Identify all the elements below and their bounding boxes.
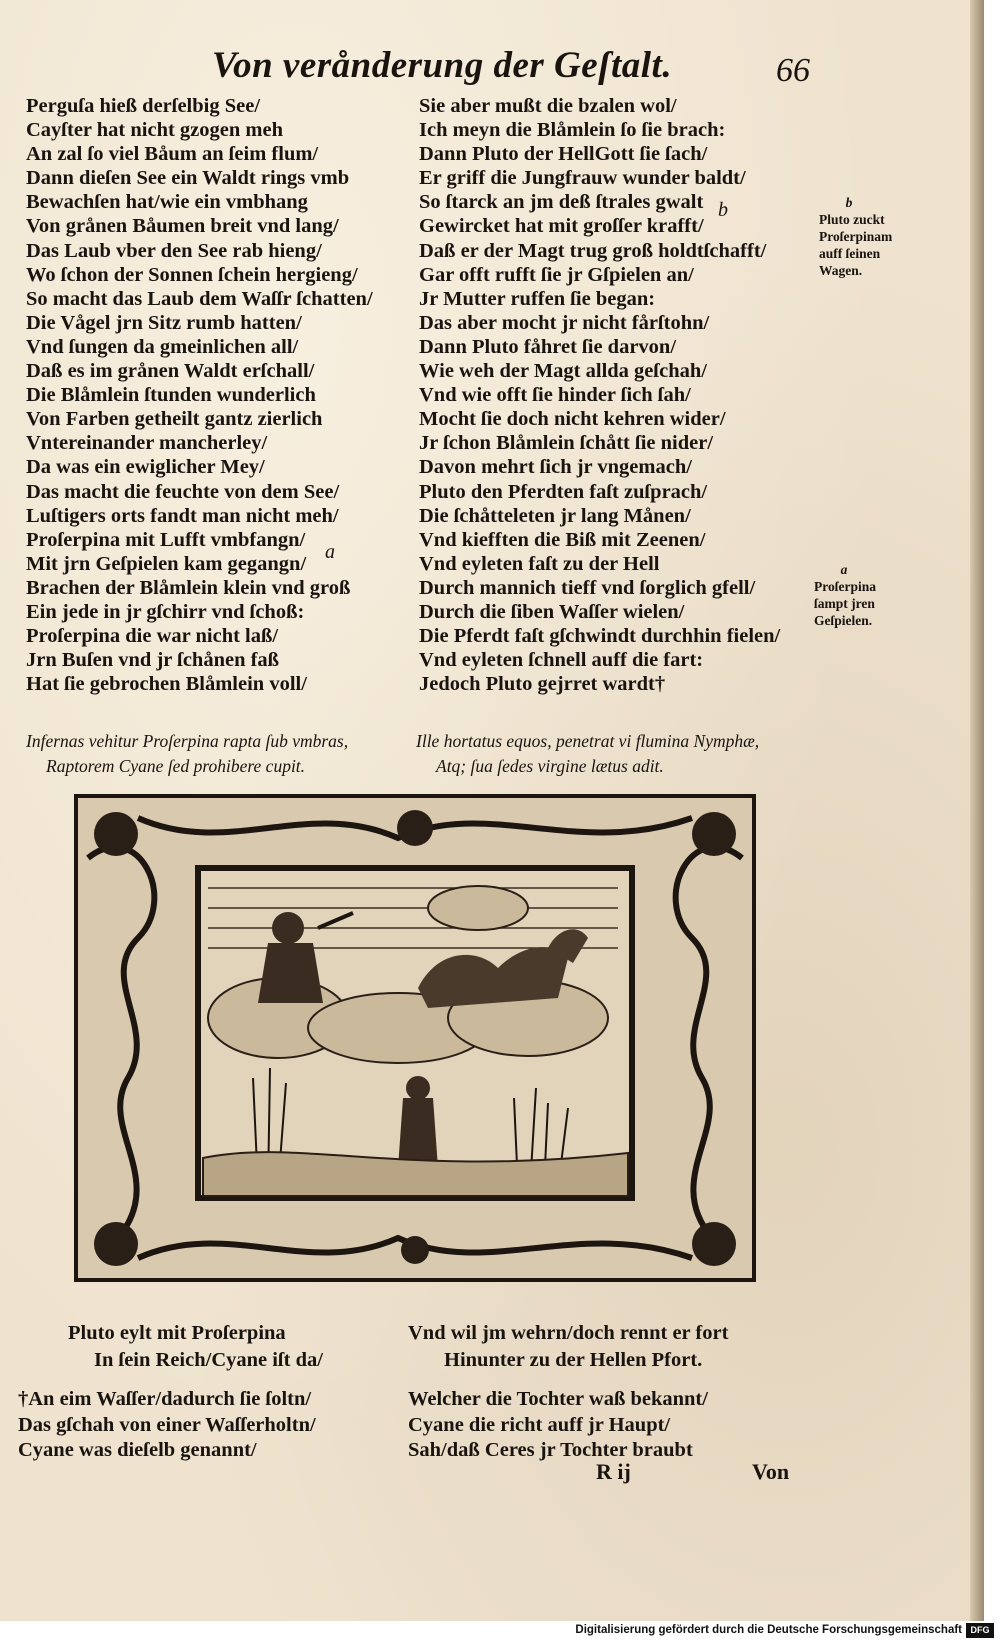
verse-line: Die ſchåtteleten jr lang Månen/ <box>419 504 691 527</box>
latin-line: Ille hortatus equos, penetrat vi flumina Nymphæ, <box>416 731 760 751</box>
woodcut-caption-left <box>68 1320 323 1374</box>
verse-line: Mocht ſie doch nicht kehren wider/ <box>419 408 726 431</box>
left-verse-column <box>26 94 373 696</box>
verse-line: Davon mehrt ſich jr vngemach/ <box>419 456 692 479</box>
caption-line: In ſein Reich/Cyane iſt da/ <box>94 1349 323 1371</box>
marginal-note-line: Pluto zuckt <box>819 212 885 227</box>
verse-line: Vnd wie offt ſie hinder ſich ſah/ <box>419 384 691 407</box>
marginal-note-line: auff ſeinen <box>819 246 881 261</box>
verse-line: Die Blåmlein ſtunden wunderlich <box>26 384 316 407</box>
folio-number: 66 <box>776 52 810 89</box>
marginal-note-line: Proſerpina <box>814 579 876 594</box>
verse-line: Cyane was dieſelb genannt/ <box>18 1439 257 1461</box>
verse-line: Gar offt rufft ſie jr Gſpielen an/ <box>419 263 694 286</box>
latin-epigram-left <box>26 729 348 779</box>
verse-line: Cyane die richt auff jr Haupt/ <box>408 1413 671 1436</box>
marginal-note-line: Wagen. <box>819 263 863 278</box>
note-marker-b: b <box>718 199 728 221</box>
marginal-note-line: Proſerpinam <box>819 229 893 244</box>
verse-line: Durch mannich tieff vnd ſorglich gfell/ <box>419 576 756 599</box>
verse-line: Vntereinander mancherley/ <box>26 432 268 455</box>
verse-line: Bewachſen hat/wie ein vmbhang <box>26 191 308 214</box>
verse-line: Sah/daß Ceres jr Tochter braubt <box>408 1439 693 1461</box>
verse-line: Vnd eyleten faſt zu der Hell <box>419 552 660 575</box>
verse-line: Da was ein ewiglicher Mey/ <box>26 456 265 479</box>
verse-line: Mit jrn Geſpielen kam gegangn/ <box>26 552 307 575</box>
verse-line: Das macht die feuchte von dem See/ <box>26 480 340 503</box>
verse-line: †An eim Waſſer/dadurch ſie ſoltn/ <box>18 1388 312 1410</box>
verse-line: Sie aber mußt die bzalen wol/ <box>419 95 677 117</box>
verse-line: Durch die ſiben Waſſer wielen/ <box>419 600 685 623</box>
caption-line: Vnd wil jm wehrn/doch rennt er fort <box>408 1322 729 1344</box>
running-head: Von verånderung der Geſtalt. <box>212 45 673 86</box>
bottom-verse-right <box>408 1387 708 1464</box>
marginal-note-a <box>814 561 876 629</box>
verse-line: Die Vågel jrn Sitz rumb hatten/ <box>26 311 302 334</box>
page-edge-shadow <box>970 0 984 1641</box>
verse-line: Vnd kiefften die Biß mit Zeenen/ <box>419 528 706 551</box>
verse-line: Daß es im grånen Waldt erſchall/ <box>26 360 315 383</box>
verse-line: Die Pferdt faſt gſchwindt durchhin fielen/ <box>419 625 781 648</box>
verse-line: Proſerpina mit Lufft vmbfangn/ <box>26 528 306 551</box>
marginal-note-mark: a <box>840 562 848 577</box>
verse-line: Perguſa hieß derſelbig See/ <box>26 95 261 117</box>
verse-line: Vnd eyleten ſchnell auff die fart: <box>419 649 704 672</box>
verse-line: Ich meyn die Blåmlein ſo ſie brach: <box>419 119 726 142</box>
verse-line: Hat ſie gebrochen Blåmlein voll/ <box>26 673 307 696</box>
verse-line: Jedoch Pluto gejrret wardt† <box>419 673 666 696</box>
verse-line: Wie weh der Magt allda geſchah/ <box>419 360 707 383</box>
funding-notice: Digitalisierung gefördert durch die Deutsche Forschungsgemeinschaft <box>575 1624 962 1636</box>
verse-line: Von grånen Båumen breit vnd lang/ <box>26 215 339 238</box>
verse-line: Das Laub vber den See rab hieng/ <box>26 239 322 262</box>
latin-line: Infernas vehitur Proſerpina rapta ſub vmbras, <box>26 731 349 751</box>
verse-line: Luſtigers orts fandt man nicht meh/ <box>26 504 339 527</box>
latin-line: Raptorem Cyane ſed prohibere cupit. <box>46 756 306 776</box>
woodcut-drawing <box>78 798 752 1278</box>
catchword: Von <box>752 1459 790 1484</box>
verse-line: Ein jede in jr gſchirr vnd ſchoß: <box>26 600 305 623</box>
caption-line: Pluto eylt mit Proſerpina <box>68 1322 286 1344</box>
verse-line: Das gſchah von einer Waſſerholtn/ <box>18 1413 316 1436</box>
verse-line: So ſtarck an jm deß ſtrales gwalt <box>419 191 704 214</box>
scan-margin <box>984 0 1000 1641</box>
verse-line: Brachen der Blåmlein klein vnd groß <box>26 576 351 599</box>
verse-line: Das aber mocht jr nicht fårſtohn/ <box>419 311 710 334</box>
signature-mark: R ij <box>596 1459 631 1484</box>
right-verse-column <box>419 94 780 696</box>
verse-line: Vnd ſungen da gmeinlichen all/ <box>26 335 299 358</box>
verse-line: Dann Pluto fåhret ſie darvon/ <box>419 335 677 358</box>
caption-line: Hinunter zu der Hellen Pfort. <box>444 1349 703 1371</box>
marginal-note-mark: b <box>845 195 853 210</box>
verse-line: So macht das Laub dem Waſſr ſchatten/ <box>26 287 373 310</box>
verse-line: Dann Pluto der HellGott ſie ſach/ <box>419 143 708 166</box>
marginal-note-line: ſampt jren <box>814 596 875 611</box>
latin-line: Atq; ſua ſedes virgine lætus adit. <box>436 756 664 776</box>
verse-line: Von Farben getheilt gantz zierlich <box>26 408 323 431</box>
verse-line: Cayſter hat nicht gzogen meh <box>26 119 283 142</box>
marginal-note-b <box>819 194 892 279</box>
verse-line: Pluto den Pferdten faſt zuſprach/ <box>419 480 708 503</box>
verse-line: Gewircket hat mit groſſer krafft/ <box>419 215 704 238</box>
verse-line: Jr ſchon Blåmlein ſchått ſie nider/ <box>419 432 714 455</box>
verse-line: An zal ſo viel Båum an ſeim flum/ <box>26 143 319 166</box>
woodcut-illustration <box>74 794 756 1282</box>
verse-line: Welcher die Tochter waß bekannt/ <box>408 1388 708 1410</box>
note-marker-a: a <box>325 541 335 563</box>
verse-line: Dann dieſen See ein Waldt rings vmb <box>26 167 350 190</box>
verse-line: Jrn Buſen vnd jr ſchånen faß <box>26 649 280 672</box>
woodcut-caption-right <box>408 1320 728 1374</box>
verse-line: Daß er der Magt trug groß holdtſchafft/ <box>419 239 767 262</box>
marginal-note-line: Geſpielen. <box>814 613 873 628</box>
verse-line: Er griff die Jungfrauw wunder baldt/ <box>419 167 746 190</box>
latin-epigram-right <box>416 729 759 779</box>
verse-line: Proſerpina die war nicht laß/ <box>26 625 279 648</box>
verse-line: Wo ſchon der Sonnen ſchein hergieng/ <box>26 263 358 286</box>
verse-line: Jr Mutter ruffen ſie began: <box>419 287 656 310</box>
dfg-logo-icon: DFG <box>966 1623 994 1638</box>
bottom-verse-left <box>18 1387 316 1464</box>
footer-bar <box>0 1621 1000 1641</box>
